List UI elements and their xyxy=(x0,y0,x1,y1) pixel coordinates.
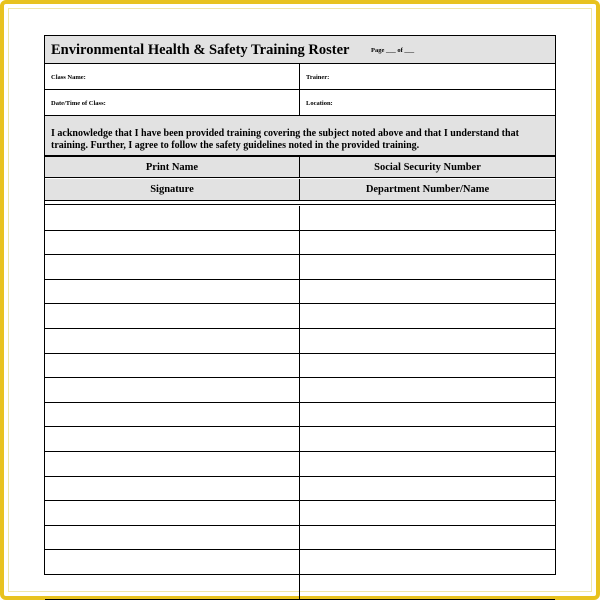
date-time-field[interactable] xyxy=(45,90,300,115)
name-signature-cell[interactable] xyxy=(45,329,300,353)
ssn-department-cell[interactable] xyxy=(300,427,555,451)
table-row xyxy=(45,280,555,305)
ssn-department-cell[interactable] xyxy=(300,550,555,574)
name-signature-cell[interactable] xyxy=(45,452,300,476)
ssn-department-cell[interactable] xyxy=(300,378,555,402)
name-signature-cell[interactable] xyxy=(45,575,300,599)
ssn-department-cell[interactable] xyxy=(300,452,555,476)
title-row xyxy=(45,36,555,64)
name-signature-cell[interactable] xyxy=(45,255,300,279)
name-signature-cell[interactable] xyxy=(45,477,300,501)
ssn-header: Social Security Number xyxy=(374,162,481,173)
name-signature-cell[interactable] xyxy=(45,206,300,230)
name-signature-cell[interactable] xyxy=(45,526,300,550)
table-row xyxy=(45,378,555,403)
header-row-1 xyxy=(45,156,555,178)
table-row xyxy=(45,427,555,452)
name-signature-cell[interactable] xyxy=(45,427,300,451)
form-title: Environmental Health & Safety Training Roster xyxy=(51,42,350,58)
trainer-field[interactable] xyxy=(300,64,555,89)
name-signature-cell[interactable] xyxy=(45,231,300,255)
table-row xyxy=(45,231,555,256)
ssn-department-cell[interactable] xyxy=(300,329,555,353)
ssn-department-cell[interactable] xyxy=(300,575,555,599)
department-header: Department Number/Name xyxy=(365,184,490,195)
training-roster-form xyxy=(44,35,556,575)
name-signature-cell[interactable] xyxy=(45,378,300,402)
ssn-department-cell[interactable] xyxy=(300,477,555,501)
ssn-department-cell[interactable] xyxy=(300,501,555,525)
acknowledgement-text: I acknowledge that I have been provided training covering the subject noted above and that I understand that training. Further, I agree to follow the safety guidelines noted in the provided training. xyxy=(51,128,519,151)
table-row xyxy=(45,304,555,329)
ssn-department-cell[interactable] xyxy=(300,231,555,255)
page-number-field[interactable]: Page ___ of ___ xyxy=(371,47,415,54)
table-row xyxy=(45,575,555,600)
name-signature-cell[interactable] xyxy=(45,280,300,304)
table-row xyxy=(45,206,555,231)
table-row xyxy=(45,403,555,428)
ssn-department-cell[interactable] xyxy=(300,526,555,550)
acknowledgement-row xyxy=(45,116,555,156)
table-row xyxy=(45,477,555,502)
header-spacer xyxy=(45,201,555,205)
table-row xyxy=(45,550,555,575)
class-name-field[interactable] xyxy=(45,64,300,89)
ssn-department-cell[interactable] xyxy=(300,280,555,304)
location-label: Location: xyxy=(306,100,333,107)
class-name-label: Class Name: xyxy=(51,74,86,81)
name-signature-cell[interactable] xyxy=(45,501,300,525)
signature-header: Signature xyxy=(45,179,300,200)
table-row xyxy=(45,452,555,477)
header-row-2 xyxy=(45,179,555,201)
ssn-department-cell[interactable] xyxy=(300,403,555,427)
name-signature-cell[interactable] xyxy=(45,550,300,574)
table-row xyxy=(45,354,555,379)
ssn-department-cell[interactable] xyxy=(300,304,555,328)
trainer-label: Trainer: xyxy=(306,74,330,81)
ssn-department-cell[interactable] xyxy=(300,255,555,279)
location-field[interactable] xyxy=(300,90,555,115)
ssn-department-cell[interactable] xyxy=(300,206,555,230)
print-name-header: Print Name xyxy=(45,157,300,177)
date-time-label: Date/Time of Class: xyxy=(51,100,106,107)
name-signature-cell[interactable] xyxy=(45,304,300,328)
name-signature-cell[interactable] xyxy=(45,354,300,378)
info-row-date xyxy=(45,90,555,116)
info-row-class xyxy=(45,64,555,90)
name-signature-cell[interactable] xyxy=(45,403,300,427)
table-row xyxy=(45,501,555,526)
table-row xyxy=(45,526,555,551)
table-row xyxy=(45,329,555,354)
ssn-department-cell[interactable] xyxy=(300,354,555,378)
roster-entries xyxy=(45,206,555,600)
table-row xyxy=(45,255,555,280)
